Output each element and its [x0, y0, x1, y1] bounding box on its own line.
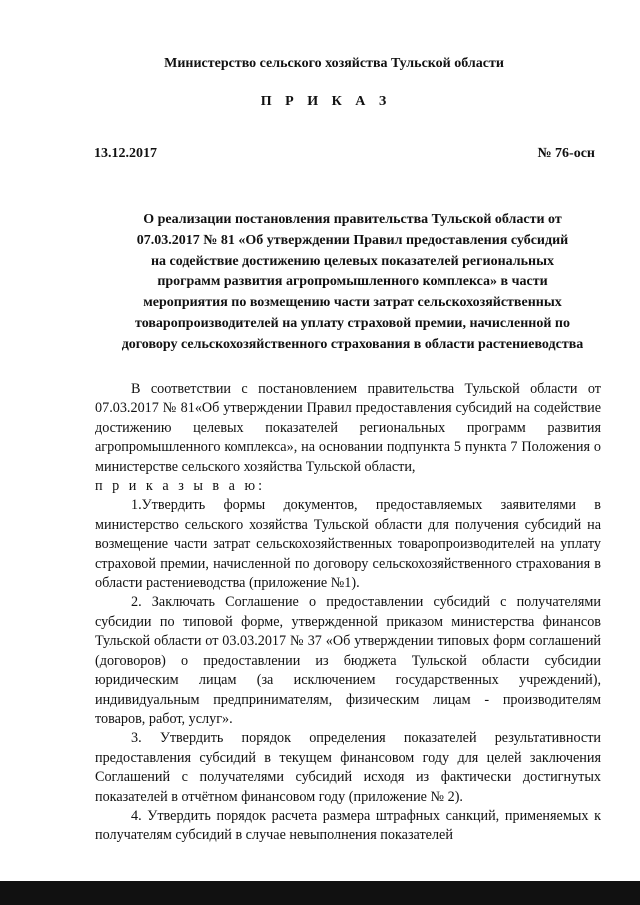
scan-edge-bar [0, 881, 640, 905]
subject-line: на содействие достижению целевых показателей региональных [150, 253, 555, 269]
subject-line: мероприятия по возмещению части затрат сельскохозяйственных [143, 295, 562, 311]
subject-line: 07.03.2017 № 81 «Об утверждении Правил предоставления субсидий [136, 232, 569, 248]
order-number: № 76-осн [537, 146, 595, 161]
order-subject [100, 210, 605, 356]
intro-paragraph: В соответствии с постановлением правительства Тульской области от 07.03.2017 № 81«Об утверждении Правил предоставления субсидий на содействие достижению целевых показателей региональных программ развития агропромышленного комплекса», на основании подпункта 5 пункта 7 Положения о министерстве сельского хозяйства Тульской области, [95, 381, 601, 475]
subject-line: программ развития агропромышленного комплекса» в части [157, 274, 548, 290]
subject-line: договору сельскохозяйственного страхования в области растениеводства [121, 336, 584, 352]
subject-line: О реализации постановления правительства Тульской области от [143, 212, 562, 227]
item-3: 3. Утвердить порядок определения показателей результативности предоставления субсидий в текущем финансовом году для целей заключения Соглашений с получателями субсидий исходя из фактически достигнутых показателей в отчётном финансовом году (приложение № 2). [95, 730, 601, 805]
subject-line: товаропроизводителей на уплату страховой премии, начисленной по [135, 315, 570, 331]
item-4: 4. Утвердить порядок расчета размера штрафных санкций, применяемых к получателям субсидий в случае невыполнения показателей [95, 807, 601, 844]
item-1: 1.Утвердить формы документов, предоставляемых заявителями в министерство сельского хозяйства Тульской области для получения субсидий на возмещение части затрат сельскохозяйственных товаропроизводителей на уплату страховой премии, начисленной по договору сельскохозяйственного страхования в области растениеводства (приложение №1). [95, 497, 601, 592]
order-date: 13.12.2017 [94, 146, 157, 161]
order-title: П Р И К А З [260, 94, 392, 109]
order-body [95, 380, 601, 846]
decree-word: п р и к а з ы в а ю: [95, 478, 266, 495]
item-2: 2. Заключать Соглашение о предоставлении субсидий с получателями субсидии по типовой форме, утвержденной приказом министерства финансов Тульской области от 03.03.2017 № 37 «Об утверждении типовых форм соглашений (договоров) о предоставлении из бюджета Тульской области субсидии юридическим лицам (за исключением государственных учреждений), индивидуальным предпринимателям, физическим лицам - производителям товаров, работ, услуг». [95, 594, 601, 727]
ministry-name: Министерство сельского хозяйства Тульской области [164, 56, 504, 71]
